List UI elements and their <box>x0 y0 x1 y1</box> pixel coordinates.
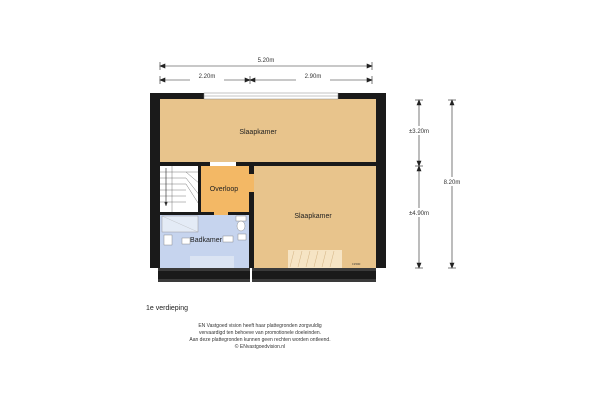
disclaimer-line: © ENvastgoedvision.nl <box>234 344 286 350</box>
disclaimer <box>120 323 400 351</box>
total-depth-label: 8.20m <box>443 180 461 186</box>
bottom-depth-label: ±4.90m <box>409 211 429 217</box>
toilet <box>236 216 246 221</box>
right-bedroom-label: Slaapkamer <box>294 213 332 220</box>
disclaimer-line: vervaardigd ten behoeve van promotionele doeleinden. <box>198 330 322 336</box>
total-width-label: 5.20m <box>257 58 275 64</box>
right-width-label: 2.90m <box>304 74 322 80</box>
radiator <box>182 238 190 244</box>
bathroom-label: Badkamer <box>190 237 222 244</box>
top-depth-label: ±3.20m <box>409 129 429 135</box>
ceiling-height-label: ±1500 <box>352 262 361 266</box>
disclaimer-line: EN Vastgoed vision heeft haar plattegronden zorgvuldig <box>198 323 322 329</box>
left-width-label: 2.20m <box>198 74 216 80</box>
top-bedroom-label: Slaapkamer <box>239 129 277 136</box>
landing-label: Overloop <box>209 186 239 193</box>
disclaimer-line: Aan deze plattegronden kunnen geen rechten worden ontleend. <box>189 337 331 343</box>
sink <box>164 235 172 245</box>
right-bedroom-window <box>288 250 342 268</box>
floor-name: 1e verdieping <box>146 305 189 312</box>
